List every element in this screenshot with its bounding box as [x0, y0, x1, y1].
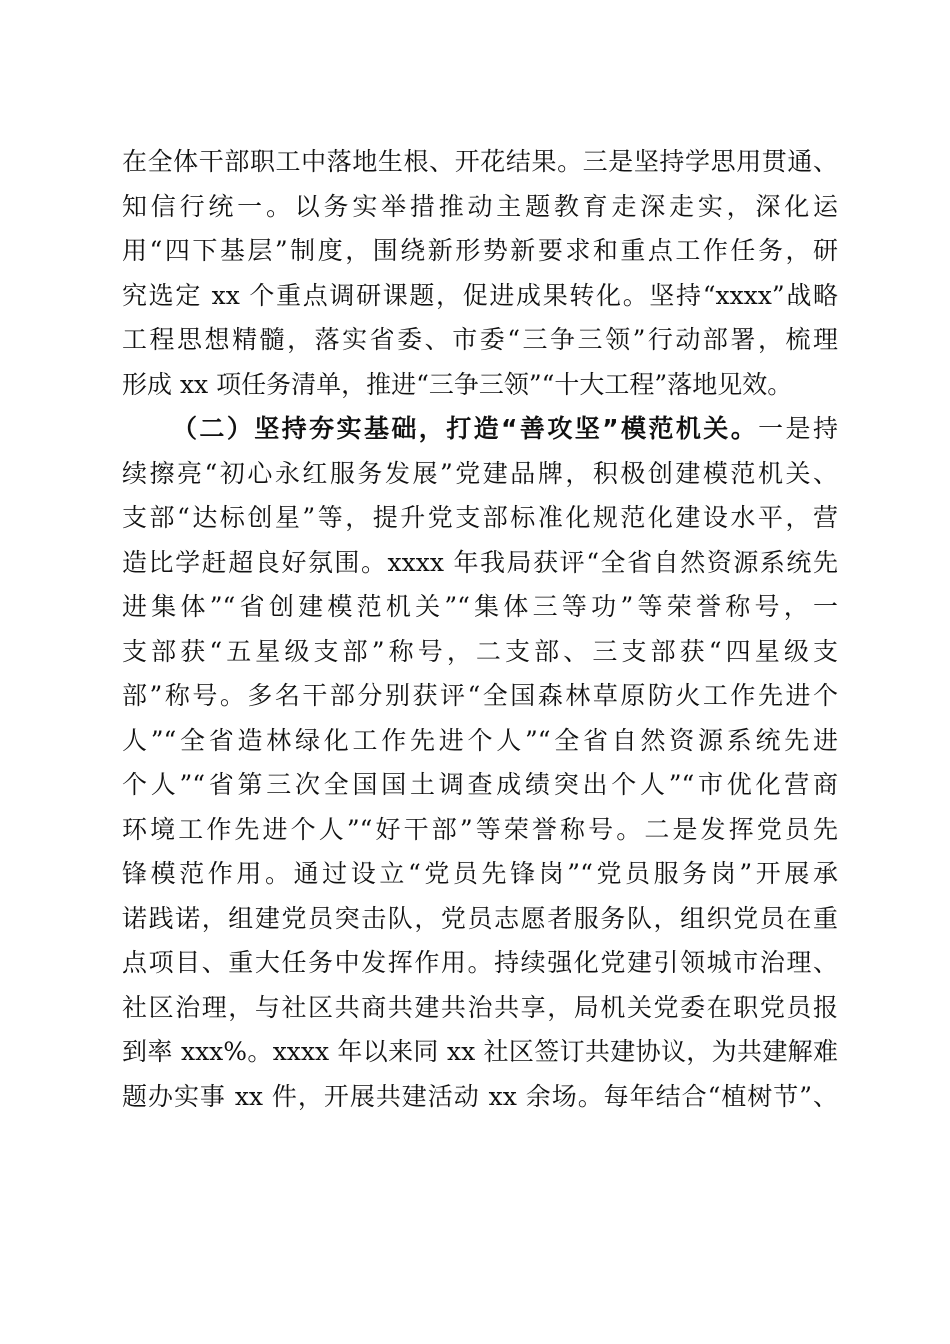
body-text: [122, 140, 838, 1119]
text-line: 续擦亮“初心永红服务发展”党建品牌，积极创建模范机关、: [122, 458, 838, 488]
text-line: 在全体干部职工中落地生根、开花结果。三是坚持学思用贯通、: [122, 147, 838, 176]
text-line: 形成 xx 项任务清单，推进“三争三领”“十大工程”落地见效。: [122, 369, 793, 399]
text-line: 点项目、重大任务中发挥作用。持续强化党建引领城市治理、: [122, 948, 838, 977]
text-line: 锋模范作用。通过设立“党员先锋岗”“党员服务岗”开展承: [122, 859, 838, 888]
text-line: 工程思想精髓，落实省委、市委“三争三领”行动部署，梳理: [122, 325, 838, 354]
text-line: 知信行统一。以务实举措推动主题教育走深走实，深化运: [122, 191, 838, 221]
text-line: 环境工作先进个人”“好干部”等荣誉称号。二是发挥党员先: [122, 814, 838, 844]
section-first-line: [122, 407, 838, 452]
text-line: 个人”“省第三次全国国土调查成绩突出个人”“市优化营商: [122, 770, 838, 799]
text-line: 支部获“五星级支部”称号，二支部、三支部获“四星级支: [122, 636, 838, 666]
section-heading: （二）坚持夯实基础，打造“善攻坚”模范机关。: [172, 414, 759, 443]
text-line: 诺践诺，组建党员突击队，党员志愿者服务队，组织党员在重: [122, 903, 838, 933]
text-line: 部”称号。多名干部分别获评“全国森林草原防火工作先进个: [122, 681, 838, 710]
section-first-line-rest: 一是持: [758, 414, 838, 443]
text-line: 进集体”“省创建模范机关”“集体三等功”等荣誉称号，一: [122, 592, 838, 621]
text-line: 支部“达标创星”等，提升党支部标准化规范化建设水平，营: [122, 503, 838, 532]
text-line: 用“四下基层”制度，围绕新形势新要求和重点工作任务，研: [122, 236, 838, 265]
text-line: 人”“全省造林绿化工作先进个人”“全省自然资源系统先进: [122, 725, 838, 755]
text-line: 社区治理，与社区共商共建共治共享，局机关党委在职党员报: [122, 992, 838, 1022]
text-line: 到率 xxx%。xxxx 年以来同 xx 社区签订共建协议，为共建解难: [122, 1037, 838, 1066]
text-line: 造比学赶超良好氛围。xxxx 年我局获评“全省自然资源系统先: [122, 547, 838, 577]
text-line: 究选定 xx 个重点调研课题，促进成果转化。坚持“xxxx”战略: [122, 280, 838, 310]
text-line: 题办实事 xx 件，开展共建活动 xx 余场。每年结合“植树节”、: [122, 1081, 838, 1111]
